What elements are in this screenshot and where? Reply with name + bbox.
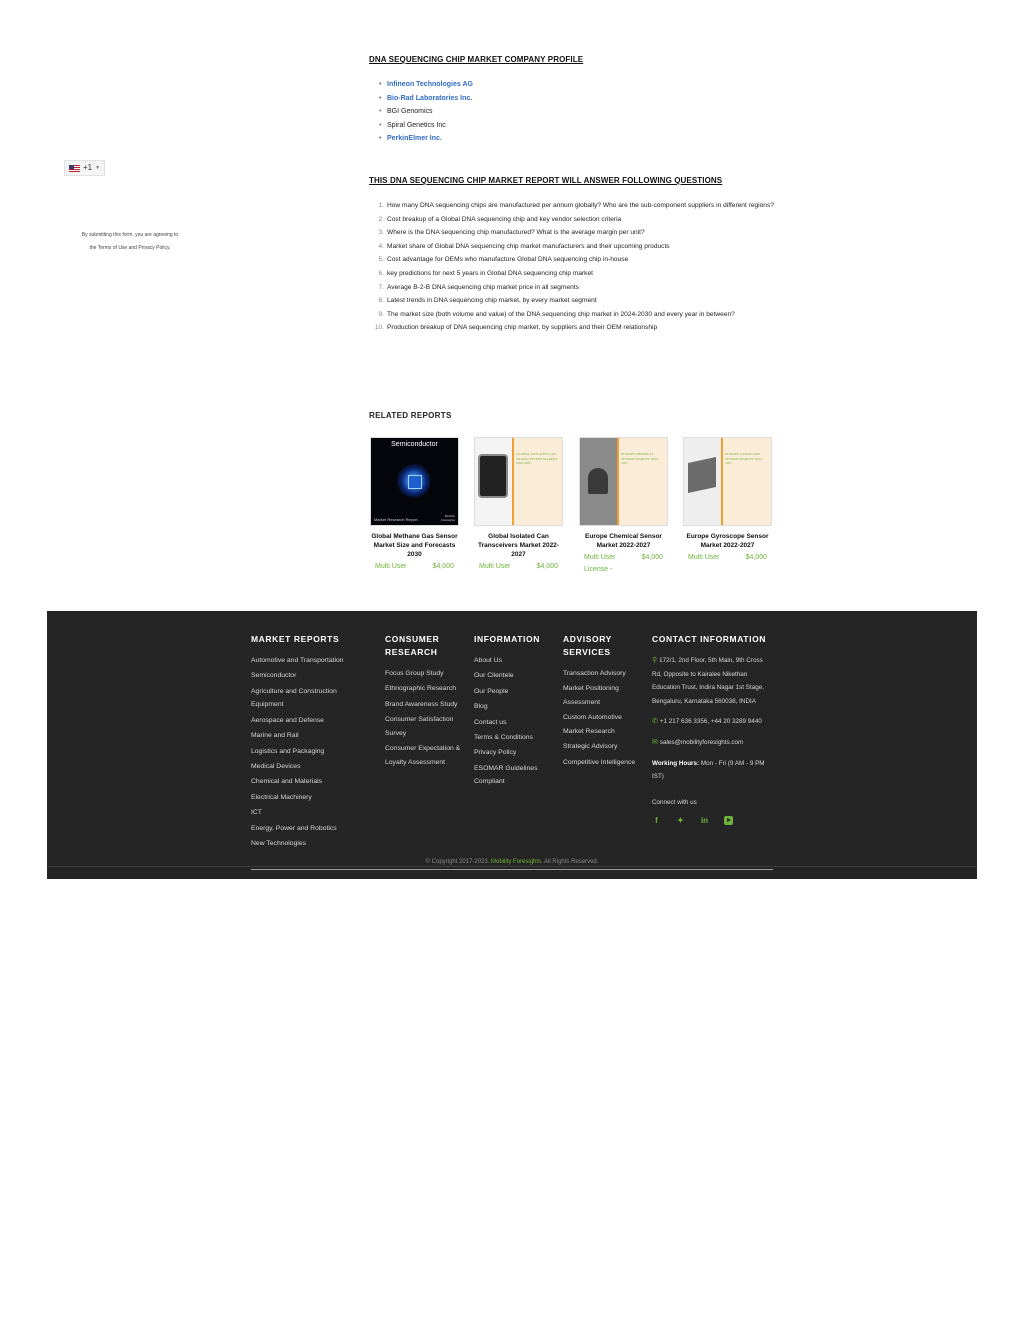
chip-image-icon [480,456,506,496]
thumb-title: EUROPE CHEMICAL SENSOR MARKET 2022-2027 [621,452,660,465]
envelope-icon: ✉ [652,738,658,746]
footer-link[interactable]: Contact us [474,718,507,726]
related-report-card[interactable] [474,437,563,573]
footer-heading: ADVISORY SERVICES [563,634,612,657]
company-profile-section [369,55,779,146]
thumb-title: EUROPE GYROSCOPE SENSOR MARKET 2022-2027 [725,452,764,465]
footer-link[interactable]: Transaction Advisory [563,670,626,677]
copyright: © Copyright 2017-2023. Mobility Foresights. All Rights Reserved. [425,859,599,865]
company-item-bio-rad[interactable]: • Bio-Rad Laboratories Inc. [387,92,779,106]
company-item-perkinelmer[interactable]: • PerkinElmer Inc. [387,132,779,146]
report-price: $4,000 [432,563,454,570]
footer-heading: CONSUMER RESEARCH [385,634,440,657]
linkedin-icon[interactable]: in [700,816,709,826]
footer-link[interactable]: Our People [474,687,509,695]
board-image-icon [688,457,716,493]
question-item: 5. Cost advantage for OEMs who manufacture Global DNA sequencing chip in-house [378,256,629,264]
thumb-photo [475,438,514,525]
company-profile-heading: DNA SEQUENCING CHIP MARKET COMPANY PROFILE [369,55,584,64]
footer-link[interactable]: Agriculture and Construction Equipment [251,687,337,709]
footer-link[interactable]: Chemical and Materials [251,778,323,786]
questions-section [369,176,779,335]
report-price: $4,000 [745,554,767,561]
report-price: $4,000 [536,563,558,570]
map-pin-icon: ⚲ [652,657,658,664]
brand-link[interactable]: Mobility Foresights [491,859,542,865]
license-type: Multi User [479,563,511,570]
footer-market-reports [251,633,371,852]
question-item: 8. Latest trends in DNA sequencing chip market, by every market segment [378,297,597,305]
footer-divider [251,869,773,870]
related-report-card[interactable] [579,437,668,576]
thumb-footer: Market Research Report [374,517,418,522]
footer-link[interactable]: Medical Devices [251,762,301,770]
footer-link[interactable]: Our Clientele [474,672,514,680]
twitter-icon[interactable]: ✦ [677,816,684,826]
connect-label: Connect with us [652,798,697,806]
company-list [369,78,779,146]
footer-link[interactable]: Market Positioning Assessment [563,685,619,706]
thumb-title: GLOBAL ISOLATED CAN TRANSCEIVERS MARKET 2022-2027 [516,452,558,465]
question-item: 2. Cost breakup of a Global DNA sequencing chip and key vendor selection criteria [378,215,622,223]
footer-link[interactable]: Blog [474,703,488,711]
footer-link[interactable]: Terms & Conditions [474,733,533,741]
contact-phone[interactable]: ✆ +1 217 636 3356, +44 20 3289 9440 [652,718,762,726]
related-report-title[interactable]: Europe Gyroscope Sensor Market 2022-2027 [686,533,769,549]
license-type: Multi User License - [584,554,616,573]
phone-code-value: +1 [83,163,93,172]
footer-link[interactable]: Consumer Expectation & Loyalty Assessment [385,745,461,766]
footer-link[interactable]: Competitive Intelligence [563,758,636,766]
related-report-card[interactable] [683,437,772,564]
report-thumbnail[interactable] [474,437,563,526]
social-links [652,816,774,825]
company-item-bgi: • BGI Genomics [387,105,779,119]
phone-country-code-select[interactable] [64,160,105,176]
question-item: 6. key predictions for next 5 years in Global DNA sequencing chip market [378,269,593,277]
phone-icon: ✆ [652,718,658,726]
chevron-down-icon: ▼ [95,165,101,171]
footer-link[interactable]: Logistics and Packaging [251,747,325,755]
footer-link[interactable]: ESOMAR Guidelines Compliant [474,764,538,786]
thumb-brand: Mobility Foresights [440,514,455,522]
question-item: 4. Market share of Global DNA sequencing chip market manufacturers and their upcoming products [378,242,670,250]
questions-list [369,199,779,335]
question-item: 7. Average B-2-B DNA sequencing chip market price in all segments [378,283,579,291]
related-report-title[interactable]: Global Isolated Can Transceivers Market 2022-2027 [478,533,559,558]
footer-link[interactable]: Ethnographic Research [385,685,457,693]
facebook-icon[interactable]: f [655,816,658,826]
report-thumbnail[interactable] [683,437,772,526]
related-report-card[interactable] [370,437,459,573]
footer-link[interactable]: About Us [474,657,502,664]
questions-heading: THIS DNA SEQUENCING CHIP MARKET REPORT WILL ANSWER FOLLOWING QUESTIONS [369,176,723,185]
footer-divider [47,866,977,867]
footer-link[interactable]: Strategic Advisory [563,743,618,751]
footer-link[interactable]: Electrical Machinery [251,793,312,801]
footer-link[interactable]: Privacy Policy [474,749,517,757]
contact-email[interactable]: ✉ sales@mobilityforesights.com [652,738,744,746]
us-flag-icon [69,165,80,172]
youtube-icon[interactable] [724,816,733,825]
footer-link[interactable]: Marine and Rail [251,732,299,740]
report-thumbnail[interactable] [370,437,459,526]
form-consent-note [60,229,200,255]
footer-heading: CONTACT INFORMATION [652,634,767,644]
company-item-spiral: • Spiral Genetics Inc [387,119,779,133]
footer-heading: MARKET REPORTS [251,634,340,644]
footer-link[interactable]: New Technologies [251,839,307,847]
footer-link[interactable]: Custom Automotive Market Research [563,714,622,735]
sensor-image-icon [588,468,608,494]
question-item: 10. Production breakup of DNA sequencing chip market, by suppliers and their OEM relationship [374,324,658,332]
footer-link[interactable]: Focus Group Study [385,670,444,677]
license-type: Multi User [688,554,720,561]
report-thumbnail[interactable] [579,437,668,526]
question-item: 1. How many DNA sequencing chips are manufactured per annum globally? Who are the sub-component suppliers in different regions? [378,202,774,209]
footer-consumer-research [385,633,463,771]
chip-core-icon [408,475,422,489]
footer-link[interactable]: Aerospace and Defense [251,716,324,724]
footer-link[interactable]: Brand Awareness Study [385,700,458,708]
thumb-title: Semiconductor [391,441,438,448]
footer-advisory-services [563,633,639,771]
thumb-photo [684,438,723,525]
form-consent-line2: the Terms of Use and Privacy Policy. [89,245,171,251]
footer-link[interactable]: Energy, Power and Robotics [251,824,337,832]
form-consent-line1: By submitting this form, you are agreeing to [81,232,179,238]
company-item-infineon[interactable]: • Infineon Technologies AG [387,78,779,92]
related-report-title[interactable]: Global Methane Gas Sensor Market Size and Forecasts 2030 [371,533,458,558]
contact-address: ⚲ 172/1, 2nd Floor, 5th Main, 9th Cross Rd, Opposite to Kairalee Nikethan Education Trust, Indira Nagar 1st Stage, Bengaluru, Karnataka 560038, INDIA [652,657,765,705]
thumb-photo [580,438,619,525]
footer-link[interactable]: Automotive and Transportation [251,657,344,664]
footer-link[interactable]: Consumer Satisfaction Survey [385,716,454,737]
report-price: $4,000 [641,554,663,561]
contact-hours: Working Hours: Mon - Fri (9 AM - 9 PM IST) [652,759,765,781]
footer-link[interactable]: Semiconductor [251,672,297,680]
footer-link[interactable]: ICT [251,809,262,817]
question-item: 3. Where is the DNA sequencing chip manufactured? What is the average margin per unit? [378,229,645,237]
footer-information [474,633,554,791]
related-reports-heading: RELATED REPORTS [369,411,452,420]
footer-heading: INFORMATION [474,634,540,644]
question-item: 9. The market size (both volume and value) of the DNA sequencing chip market in 2024-2030 and every year in between? [378,310,735,318]
license-type: Multi User [375,563,407,570]
footer-contact-information [652,633,774,825]
related-report-title[interactable]: Europe Chemical Sensor Market 2022-2027 [585,533,662,549]
